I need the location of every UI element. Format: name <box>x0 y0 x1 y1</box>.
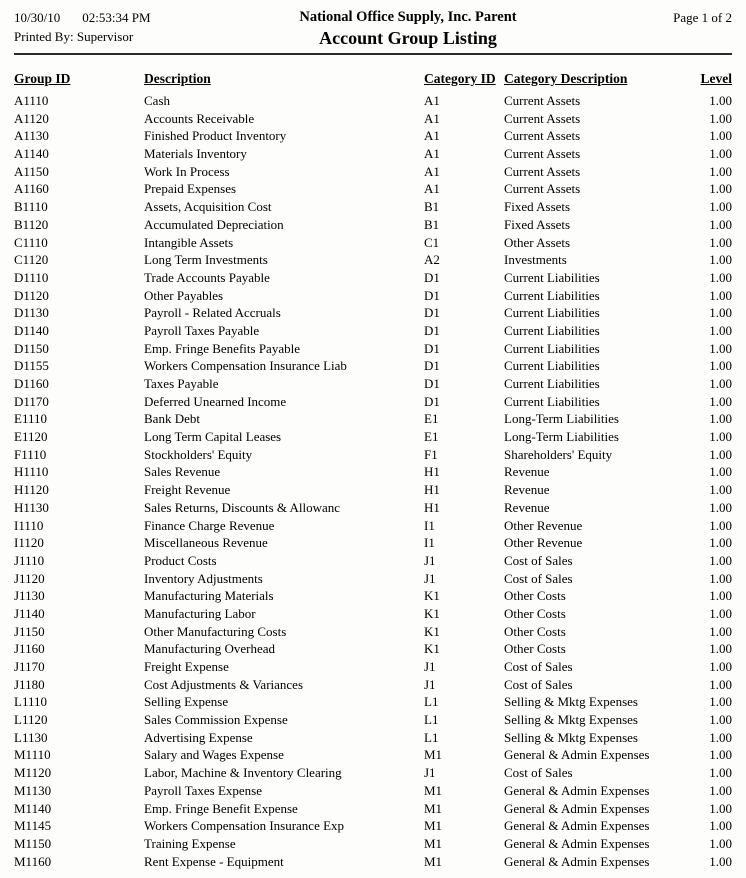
cell-level: 1.00 <box>709 535 732 551</box>
cell-category-id: B1 <box>424 199 440 215</box>
cell-category-id: K1 <box>424 623 440 639</box>
table-row <box>14 127 732 145</box>
cell-level: 1.00 <box>709 605 732 621</box>
cell-level: 1.00 <box>709 641 732 657</box>
cell-category-description: Current Liabilities <box>504 305 600 321</box>
print-datetime <box>14 8 199 27</box>
cell-description: Freight Revenue <box>144 482 231 498</box>
cell-level: 1.00 <box>709 446 732 462</box>
cell-group-id: J1160 <box>14 641 45 657</box>
cell-level: 1.00 <box>709 376 732 391</box>
table-row <box>14 410 732 428</box>
print-time: 02:53:34 PM <box>82 10 151 25</box>
cell-category-description: Current Liabilities <box>504 358 600 374</box>
company-name: National Office Supply, Inc. Parent <box>299 9 517 25</box>
table-row <box>14 676 732 694</box>
cell-group-id: L1120 <box>14 712 48 728</box>
header-left <box>14 8 199 46</box>
table-row <box>14 552 732 570</box>
cell-group-id: D1140 <box>14 322 49 338</box>
cell-category-description: Cost of Sales <box>504 552 573 568</box>
cell-level: 1.00 <box>709 322 732 338</box>
cell-category-description: General & Admin Expenses <box>504 835 650 851</box>
cell-category-description: Current Liabilities <box>504 287 600 303</box>
cell-level: 1.00 <box>709 199 732 215</box>
cell-level: 1.00 <box>709 747 732 763</box>
cell-level: 1.00 <box>709 110 732 126</box>
cell-category-description: Other Revenue <box>504 517 583 533</box>
cell-level: 1.00 <box>709 517 732 533</box>
cell-description: Payroll Taxes Expense <box>144 782 262 798</box>
cell-category-id: D1 <box>424 358 440 374</box>
cell-category-id: M1 <box>424 818 443 834</box>
table-row <box>14 746 732 764</box>
cell-category-description: Long-Term Liabilities <box>504 429 619 445</box>
page-number: Page 1 of 2 <box>673 10 732 25</box>
cell-description: Stockholders' Equity <box>144 446 253 462</box>
header-right <box>617 8 732 27</box>
column-header-label: Description <box>144 71 211 86</box>
column-header-category-description <box>504 71 696 92</box>
cell-description: Labor, Machine & Inventory Clearing <box>144 765 342 781</box>
cell-level: 1.00 <box>709 835 732 851</box>
cell-level: 1.00 <box>709 552 732 568</box>
cell-group-id: D1160 <box>14 376 49 391</box>
cell-category-id: L1 <box>424 729 439 745</box>
cell-category-description: Long-Term Liabilities <box>504 411 619 427</box>
table-row <box>14 251 732 269</box>
table-row <box>14 534 732 552</box>
cell-category-id: J1 <box>424 765 436 781</box>
cell-group-id: M1110 <box>14 747 51 763</box>
cell-group-id: C1120 <box>14 252 49 268</box>
cell-group-id: M1160 <box>14 853 52 869</box>
table-row <box>14 481 732 499</box>
cell-description: Product Costs <box>144 552 217 568</box>
table-row <box>14 835 732 853</box>
cell-category-description: Fixed Assets <box>504 216 571 232</box>
report-title: Account Group Listing <box>319 28 497 48</box>
table-row <box>14 304 732 322</box>
cell-category-description: General & Admin Expenses <box>504 853 650 869</box>
cell-category-id: D1 <box>424 269 440 285</box>
printed-by: Printed By: Supervisor <box>14 29 134 44</box>
column-header-group-id <box>14 71 144 92</box>
cell-group-id: H1130 <box>14 499 49 515</box>
table-row <box>14 764 732 782</box>
table-row <box>14 287 732 305</box>
cell-category-id: A1 <box>424 146 440 162</box>
cell-category-id: D1 <box>424 322 440 338</box>
table-row <box>14 145 732 163</box>
cell-description: Emp. Fringe Benefit Expense <box>144 800 298 816</box>
cell-level: 1.00 <box>709 499 732 515</box>
cell-description: Sales Returns, Discounts & Allowanc <box>144 499 341 515</box>
cell-category-description: Current Assets <box>504 110 581 126</box>
cell-category-description: Other Costs <box>504 641 566 657</box>
cell-group-id: J1120 <box>14 570 45 586</box>
column-header-label: Category ID <box>424 71 496 86</box>
table-row <box>14 517 732 535</box>
cell-category-id: B1 <box>424 216 440 232</box>
cell-category-id: M1 <box>424 853 443 869</box>
cell-description: Manufacturing Overhead <box>144 641 276 657</box>
cell-category-description: Current Liabilities <box>504 393 600 409</box>
column-header-description <box>144 71 424 92</box>
table-row <box>14 375 732 393</box>
cell-category-id: I1 <box>424 517 435 533</box>
cell-level: 1.00 <box>709 818 732 834</box>
table-row <box>14 623 732 641</box>
column-header-label: Group ID <box>14 71 71 86</box>
cell-group-id: J1140 <box>14 605 45 621</box>
cell-category-id: A1 <box>424 163 440 179</box>
cell-description: Workers Compensation Insurance Liab <box>144 358 347 374</box>
cell-description: Deferred Unearned Income <box>144 393 287 409</box>
cell-description: Freight Expense <box>144 659 229 674</box>
cell-group-id: M1140 <box>14 800 52 816</box>
table-row <box>14 110 732 128</box>
cell-level: 1.00 <box>709 411 732 427</box>
cell-group-id: J1150 <box>14 623 45 639</box>
cell-category-description: General & Admin Expenses <box>504 800 650 816</box>
cell-group-id: M1150 <box>14 835 52 851</box>
table-row <box>14 234 732 252</box>
table-row <box>14 180 732 198</box>
table-row <box>14 587 732 605</box>
table-row <box>14 428 732 446</box>
cell-group-id: D1130 <box>14 305 49 321</box>
cell-category-description: Cost of Sales <box>504 570 573 586</box>
cell-level: 1.00 <box>709 659 732 674</box>
cell-description: Manufacturing Materials <box>144 588 274 604</box>
cell-category-description: Other Assets <box>504 234 571 250</box>
cell-category-description: Cost of Sales <box>504 676 573 692</box>
cell-description: Emp. Fringe Benefits Payable <box>144 340 300 356</box>
cell-category-description: Current Liabilities <box>504 322 600 338</box>
cell-group-id: D1110 <box>14 269 49 285</box>
cell-description: Accounts Receivable <box>144 110 255 126</box>
cell-category-id: M1 <box>424 835 443 851</box>
cell-description: Assets, Acquisition Cost <box>144 199 272 215</box>
cell-category-description: General & Admin Expenses <box>504 747 650 763</box>
cell-level: 1.00 <box>709 694 732 710</box>
cell-group-id: A1150 <box>14 163 49 179</box>
cell-category-id: L1 <box>424 694 439 710</box>
cell-description: Rent Expense - Equipment <box>144 853 284 869</box>
table-row <box>14 198 732 216</box>
cell-level: 1.00 <box>709 128 732 144</box>
table-row <box>14 640 732 658</box>
cell-description: Payroll - Related Accruals <box>144 305 281 321</box>
cell-category-id: D1 <box>424 340 440 356</box>
cell-category-id: A1 <box>424 110 440 126</box>
cell-level: 1.00 <box>709 146 732 162</box>
header-center <box>199 8 617 50</box>
cell-description: Trade Accounts Payable <box>144 269 270 285</box>
table-row <box>14 853 732 871</box>
cell-level: 1.00 <box>709 393 732 409</box>
cell-category-description: Revenue <box>504 464 550 480</box>
cell-category-id: H1 <box>424 499 440 515</box>
cell-category-id: J1 <box>424 659 436 674</box>
cell-group-id: L1130 <box>14 729 48 745</box>
cell-group-id: E1120 <box>14 429 48 445</box>
header-divider <box>14 53 732 55</box>
cell-category-id: M1 <box>424 747 443 763</box>
cell-level: 1.00 <box>709 216 732 232</box>
cell-category-id: J1 <box>424 570 436 586</box>
cell-group-id: A1140 <box>14 146 49 162</box>
cell-group-id: J1170 <box>14 659 45 674</box>
column-header-category-id <box>424 71 504 92</box>
cell-description: Long Term Capital Leases <box>144 429 282 445</box>
cell-group-id: D1120 <box>14 287 49 303</box>
cell-category-id: K1 <box>424 588 440 604</box>
table-row <box>14 92 732 110</box>
cell-category-id: D1 <box>424 305 440 321</box>
cell-category-description: Revenue <box>504 482 550 498</box>
cell-category-id: D1 <box>424 376 440 391</box>
cell-level: 1.00 <box>709 800 732 816</box>
cell-category-description: Other Revenue <box>504 535 583 551</box>
table-row <box>14 729 732 747</box>
cell-category-description: Current Assets <box>504 128 581 144</box>
cell-category-id: E1 <box>424 411 439 427</box>
cell-category-description: Current Liabilities <box>504 269 600 285</box>
cell-level: 1.00 <box>709 712 732 728</box>
cell-category-id: K1 <box>424 605 440 621</box>
cell-category-id: H1 <box>424 464 440 480</box>
cell-level: 1.00 <box>709 305 732 321</box>
cell-description: Salary and Wages Expense <box>144 747 284 763</box>
cell-category-description: Selling & Mktg Expenses <box>504 729 638 745</box>
cell-level: 1.00 <box>709 93 732 108</box>
cell-group-id: H1110 <box>14 464 49 480</box>
cell-level: 1.00 <box>709 588 732 604</box>
cell-category-id: A1 <box>424 128 440 144</box>
cell-category-description: Cost of Sales <box>504 659 573 674</box>
cell-description: Accumulated Depreciation <box>144 216 284 232</box>
cell-category-description: Other Costs <box>504 605 566 621</box>
account-group-table <box>14 71 732 870</box>
cell-level: 1.00 <box>709 464 732 480</box>
cell-description: Finance Charge Revenue <box>144 517 275 533</box>
cell-description: Manufacturing Labor <box>144 605 256 621</box>
cell-description: Payroll Taxes Payable <box>144 322 260 338</box>
cell-category-id: A2 <box>424 252 440 268</box>
cell-category-description: Current Assets <box>504 146 581 162</box>
cell-level: 1.00 <box>709 429 732 445</box>
cell-category-description: Fixed Assets <box>504 199 571 215</box>
cell-description: Materials Inventory <box>144 146 247 162</box>
cell-description: Advertising Expense <box>144 729 253 745</box>
cell-description: Cost Adjustments & Variances <box>144 676 304 692</box>
cell-group-id: D1170 <box>14 393 49 409</box>
cell-group-id: A1120 <box>14 110 49 126</box>
cell-description: Other Payables <box>144 287 224 303</box>
cell-description: Intangible Assets <box>144 234 234 250</box>
cell-category-description: Current Liabilities <box>504 340 600 356</box>
cell-category-id: A1 <box>424 93 440 108</box>
table-row <box>14 340 732 358</box>
cell-category-description: Other Costs <box>504 588 566 604</box>
cell-level: 1.00 <box>709 853 732 869</box>
cell-group-id: M1130 <box>14 782 52 798</box>
cell-group-id: I1110 <box>14 517 44 533</box>
cell-group-id: H1120 <box>14 482 49 498</box>
cell-category-description: Current Assets <box>504 181 581 197</box>
cell-category-id: H1 <box>424 482 440 498</box>
table-row <box>14 393 732 411</box>
table-row <box>14 605 732 623</box>
cell-description: Taxes Payable <box>144 376 219 391</box>
table-row <box>14 446 732 464</box>
cell-level: 1.00 <box>709 287 732 303</box>
cell-description: Long Term Investments <box>144 252 268 268</box>
cell-category-description: Selling & Mktg Expenses <box>504 712 638 728</box>
cell-category-id: M1 <box>424 782 443 798</box>
cell-category-description: General & Admin Expenses <box>504 818 650 834</box>
table-row <box>14 693 732 711</box>
cell-level: 1.00 <box>709 269 732 285</box>
cell-category-id: M1 <box>424 800 443 816</box>
cell-category-id: L1 <box>424 712 439 728</box>
cell-description: Sales Revenue <box>144 464 221 480</box>
cell-group-id: F1110 <box>14 446 47 462</box>
cell-category-description: Current Assets <box>504 93 581 108</box>
cell-description: Inventory Adjustments <box>144 570 263 586</box>
cell-category-id: I1 <box>424 535 435 551</box>
table-row <box>14 817 732 835</box>
cell-category-id: A1 <box>424 181 440 197</box>
cell-category-id: J1 <box>424 676 436 692</box>
cell-level: 1.00 <box>709 252 732 268</box>
cell-group-id: D1155 <box>14 358 49 374</box>
print-date: 10/30/10 <box>14 10 61 25</box>
cell-description: Selling Expense <box>144 694 229 710</box>
cell-category-id: D1 <box>424 393 440 409</box>
cell-group-id: D1150 <box>14 340 49 356</box>
cell-category-description: Other Costs <box>504 623 566 639</box>
cell-description: Bank Debt <box>144 411 200 427</box>
table-row <box>14 216 732 234</box>
cell-level: 1.00 <box>709 358 732 374</box>
cell-description: Training Expense <box>144 835 236 851</box>
cell-group-id: C1110 <box>14 234 48 250</box>
cell-category-description: General & Admin Expenses <box>504 782 650 798</box>
table-row <box>14 711 732 729</box>
cell-level: 1.00 <box>709 181 732 197</box>
cell-group-id: J1130 <box>14 588 45 604</box>
cell-category-id: D1 <box>424 287 440 303</box>
column-header-level <box>696 71 732 92</box>
cell-group-id: J1110 <box>14 552 45 568</box>
cell-category-description: Selling & Mktg Expenses <box>504 694 638 710</box>
cell-description: Work In Process <box>144 163 230 179</box>
cell-description: Other Manufacturing Costs <box>144 623 287 639</box>
cell-level: 1.00 <box>709 765 732 781</box>
column-header-label: Category Description <box>504 71 628 86</box>
cell-level: 1.00 <box>709 676 732 692</box>
cell-level: 1.00 <box>709 623 732 639</box>
cell-level: 1.00 <box>709 570 732 586</box>
cell-group-id: J1180 <box>14 676 45 692</box>
cell-category-description: Cost of Sales <box>504 765 573 781</box>
cell-group-id: B1110 <box>14 199 48 215</box>
table-body <box>14 92 732 870</box>
cell-group-id: M1145 <box>14 818 52 834</box>
cell-category-id: F1 <box>424 446 438 462</box>
cell-category-description: Revenue <box>504 499 550 515</box>
cell-description: Prepaid Expenses <box>144 181 237 197</box>
cell-description: Cash <box>144 93 170 108</box>
table-row <box>14 163 732 181</box>
table-header-row <box>14 71 732 92</box>
cell-group-id: M1120 <box>14 765 52 781</box>
cell-group-id: A1160 <box>14 181 49 197</box>
cell-category-description: Current Liabilities <box>504 376 600 391</box>
cell-category-description: Current Assets <box>504 163 581 179</box>
cell-group-id: A1110 <box>14 93 49 108</box>
table-row <box>14 499 732 517</box>
cell-level: 1.00 <box>709 340 732 356</box>
table-row <box>14 800 732 818</box>
table-row <box>14 658 732 676</box>
table-row <box>14 322 732 340</box>
cell-category-id: J1 <box>424 552 436 568</box>
cell-category-id: C1 <box>424 234 440 250</box>
cell-group-id: I1120 <box>14 535 44 551</box>
cell-category-id: E1 <box>424 429 439 445</box>
table-row <box>14 269 732 287</box>
cell-group-id: E1110 <box>14 411 47 427</box>
cell-level: 1.00 <box>709 163 732 179</box>
cell-level: 1.00 <box>709 729 732 745</box>
cell-category-description: Investments <box>504 252 567 268</box>
column-header-label: Level <box>700 71 732 86</box>
cell-description: Workers Compensation Insurance Exp <box>144 818 345 834</box>
cell-level: 1.00 <box>709 782 732 798</box>
cell-level: 1.00 <box>709 234 732 250</box>
cell-description: Finished Product Inventory <box>144 128 287 144</box>
cell-category-id: K1 <box>424 641 440 657</box>
cell-description: Miscellaneous Revenue <box>144 535 268 551</box>
report-header <box>14 8 732 50</box>
cell-description: Sales Commission Expense <box>144 712 288 728</box>
cell-level: 1.00 <box>709 482 732 498</box>
table-row <box>14 782 732 800</box>
cell-group-id: A1130 <box>14 128 49 144</box>
table-row <box>14 570 732 588</box>
cell-group-id: L1110 <box>14 694 47 710</box>
cell-category-description: Shareholders' Equity <box>504 446 613 462</box>
table-row <box>14 357 732 375</box>
cell-group-id: B1120 <box>14 216 49 232</box>
table-row <box>14 463 732 481</box>
